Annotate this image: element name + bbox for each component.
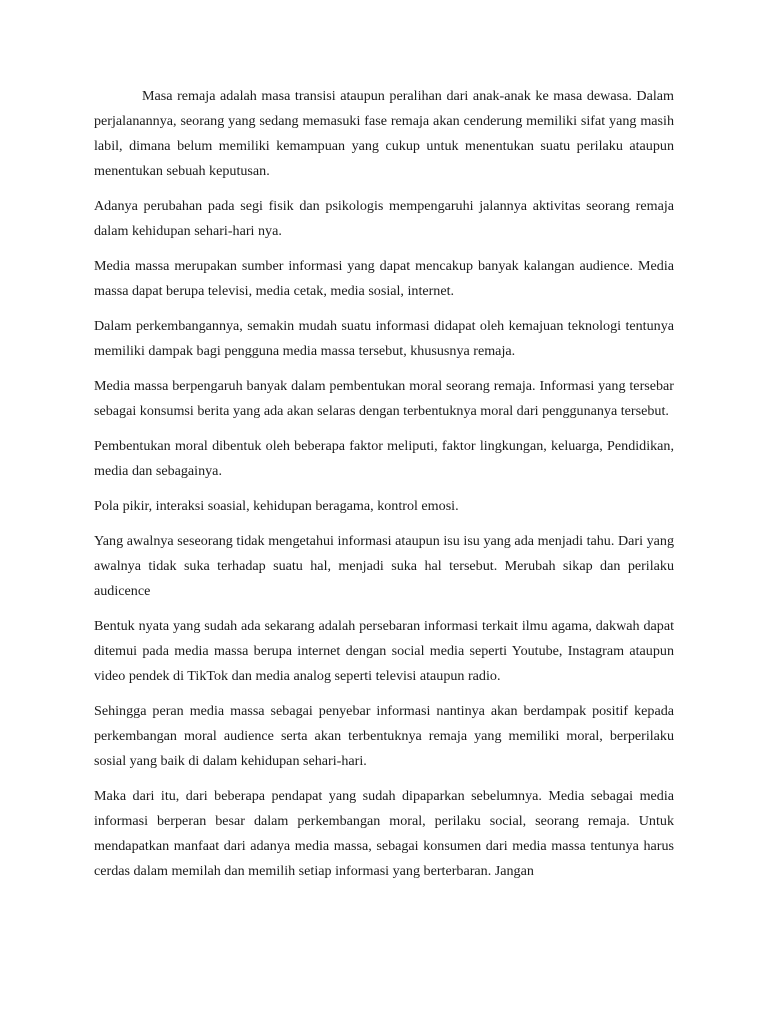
paragraph-4: Dalam perkembangannya, semakin mudah suatu informasi didapat oleh kemajuan teknologi tentunya memiliki dampak bagi pengguna media massa tersebut, khususnya remaja.	[94, 318, 674, 359]
paragraph-6: Pembentukan moral dibentuk oleh beberapa faktor meliputi, faktor lingkungan, keluarga, Pendidikan, media dan sebagainya.	[94, 438, 674, 479]
paragraph-3: Media massa merupakan sumber informasi yang dapat mencakup banyak kalangan audience. Media massa dapat berupa televisi, media cetak, media sosial, internet.	[94, 258, 674, 299]
paragraph-2: Adanya perubahan pada segi fisik dan psikologis mempengaruhi jalannya aktivitas seorang remaja dalam kehidupan sehari-hari nya.	[94, 198, 674, 239]
paragraph-9: Bentuk nyata yang sudah ada sekarang adalah persebaran informasi terkait ilmu agama, dakwah dapat ditemui pada media massa berupa internet dengan social media seperti Youtube, Instagram ataupun video pendek di TikTok dan media analog seperti televisi ataupun radio.	[94, 618, 674, 684]
paragraph-5: Media massa berpengaruh banyak dalam pembentukan moral seorang remaja. Informasi yang tersebar sebagai konsumsi berita yang ada akan selaras dengan terbentuknya moral dari penggunanya tersebut.	[94, 378, 674, 419]
paragraph-1: Masa remaja adalah masa transisi ataupun peralihan dari anak-anak ke masa dewasa. Dalam perjalanannya, seorang yang sedang memasuki fase remaja akan cenderung memiliki sifat yang masih labil, dimana belum memiliki kemampuan yang cukup untuk menentukan suatu perilaku ataupun menentukan sebuah keputusan.	[94, 88, 674, 179]
paragraph-11: Maka dari itu, dari beberapa pendapat yang sudah dipaparkan sebelumnya. Media sebagai media informasi berperan besar dalam perkembangan moral, perilaku social, seorang remaja. Untuk mendapatkan manfaat dari adanya media massa, sebagai konsumen dari media massa tentunya harus cerdas dalam memilah dan memilih setiap informasi yang berterbaran. Jangan	[94, 788, 674, 879]
paragraph-10: Sehingga peran media massa sebagai penyebar informasi nantinya akan berdampak positif kepada perkembangan moral audience serta akan terbentuknya remaja yang memiliki moral, berperilaku sosial yang baik di dalam kehidupan sehari-hari.	[94, 703, 674, 769]
paragraph-7: Pola pikir, interaksi soasial, kehidupan beragama, kontrol emosi.	[94, 498, 459, 514]
document-body	[94, 84, 674, 894]
paragraph-8: Yang awalnya seseorang tidak mengetahui informasi ataupun isu isu yang ada menjadi tahu. Dari yang awalnya tidak suka terhadap suatu hal, menjadi suka hal tersebut. Merubah sikap dan perilaku audicence	[94, 533, 674, 599]
